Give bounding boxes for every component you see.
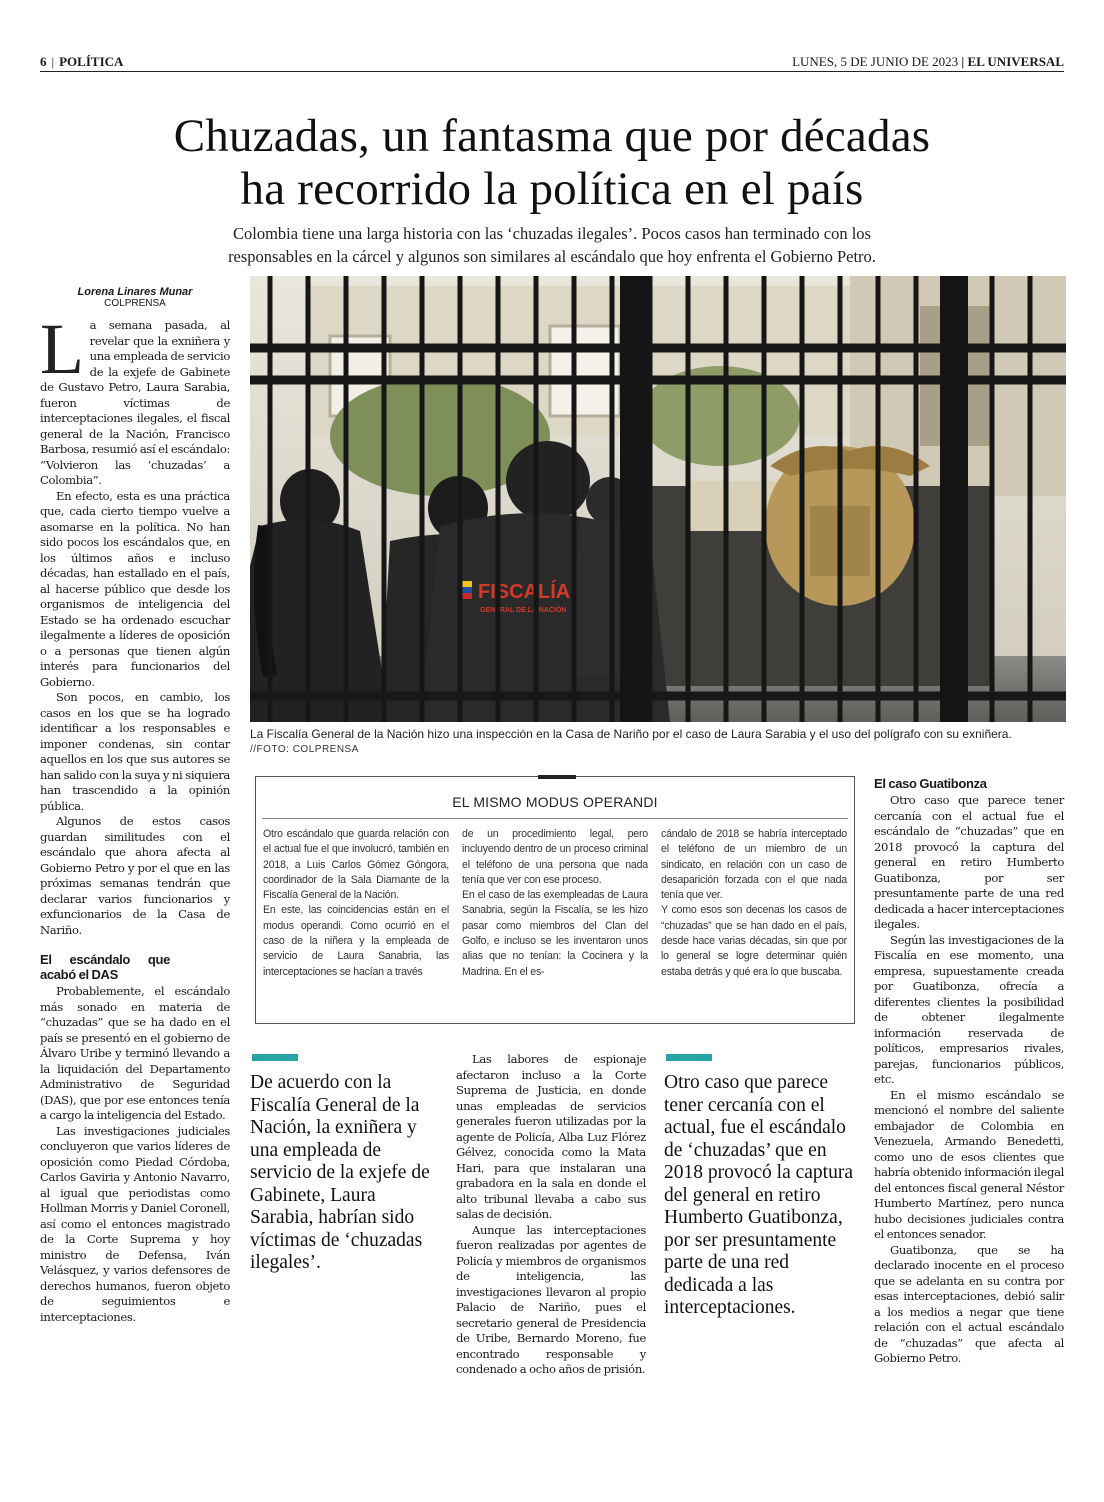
pullquote-accent-bar <box>252 1054 298 1061</box>
deck-line-1: Colombia tiene una larga historia con las ‘chuzadas ilegales’. Pocos casos han terminado con los <box>233 224 871 243</box>
byline-author: Lorena Linares Munar <box>77 286 193 298</box>
deck-line-2: responsables en la cárcel y algunos son similares al escándalo que hoy enfrenta el Gobierno Petro. <box>228 247 876 266</box>
pullquote-2: Otro caso que parece tener cercanía con el actual, fue el escándalo de ‘chuzadas’ que en 2018 provocó la captura del general en retiro Humberto Guatibonza, por ser presuntamente parte de una red dedicada a las interceptaciones. <box>664 1072 853 1318</box>
article-column-3 <box>456 1052 646 1378</box>
jacket-logo-subtext: GENERAL DE LA NACIÓN <box>480 607 567 614</box>
box-paragraph: En el caso de las exempleadas de Laura Sanabria, según la Fiscalía, se les hizo pasar como miembros del Clan del Golfo, e incluso se les inventaron unos alias que no tenían: la Cocinera y la Madrina. En el es- <box>462 889 648 978</box>
article-paragraph: En efecto, esta es una práctica que, cada cierto tiempo vuelve a asomarse en la política. No han sido pocos los escándalos que, en los últimos años e incluso décadas, han estallado en el país, al hacerse público que desde los organismos de inteligencia del Estado se ha ordenado escuchar ilegalmente a líderes de oposición o a personas que tienen algún interés para funcionarios del Gobierno. <box>40 488 230 689</box>
news-photo <box>250 276 1066 722</box>
sidebar-box <box>255 776 855 1024</box>
article-paragraph: En el mismo escándalo se mencionó el nombre del saliente embajador de Colombia en Venezuela, Armando Benedetti, como uno de esos clientes que habría obtenido información ilegal del entonces fiscal general Néstor Humberto Martínez, pero nunca hubo decisiones judiciales contra el entonces senador. <box>874 1087 1064 1241</box>
headline-line-1: Chuzadas, un fantasma que por décadas <box>173 110 931 162</box>
box-column-3 <box>661 827 847 980</box>
pullquote-1: De acuerdo con la Fiscalía General de la Nación, la exniñera y una empleada de servicio de la exjefe de Gabinete, Laura Sarabia, habrían sido víctimas de ‘chuzadas ilegales’. <box>250 1072 430 1273</box>
photo-credit: //FOTO: COLPRENSA <box>250 744 359 755</box>
pullquote-accent-bar <box>666 1054 712 1061</box>
photo-caption: La Fiscalía General de la Nación hizo una inspección en la Casa de Nariño por el caso de Laura Sarabia y el uso del polígrafo con su exniñera. <box>250 727 1012 741</box>
section-name: POLÍTICA <box>59 54 124 69</box>
article-paragraph: Las labores de espionaje afectaron incluso a la Corte Suprema de Justicia, en donde unas empleadas de servicios generales fueron utilizadas por la agente de Policía, Alba Luz Flórez Gélvez, conocida como la Mata Hari, para que instalaran una grabadora en la sala en donde el alto tribunal llevaba a cabo sus salas de decisión. <box>456 1052 646 1221</box>
article-paragraph: Según las investigaciones de la Fiscalía en ese momento, una empresa, supuestamente creada por Guatibonza, ofrecía a diferentes clientes la posibilidad de obtener ilegalmente información reservada de políticos, empresarios rivales, parejas, funcionarios públicos, etc. <box>874 932 1064 1086</box>
byline-agency: COLPRENSA <box>104 298 166 309</box>
article-paragraph: Las investigaciones judiciales concluyeron que varios líderes de oposición como Piedad Córdoba, Carlos Gaviria y Antonio Navarro, al igual que periodistas como Hollman Morris y Daniel Coronell, así como el entonces magistrado de la Corte Suprema y hoy ministro de Defensa, Iván Velásquez, y varios defensores de derechos humanos, fueron objeto de seguimientos e interceptaciones. <box>40 1123 230 1324</box>
folio-bar <box>40 52 1064 72</box>
box-title: EL MISMO MODUS OPERANDI <box>452 794 658 810</box>
article-column-5 <box>874 776 1064 1367</box>
paragraph-text: a semana pasada, al revelar que la exniñera y una empleada de servicio de la exjefe de Gabinete de Gustavo Petro, Laura Sarabia, fueron víctimas de interceptaciones ilegales, el fiscal general de la Nación, Francisco Barbosa, resumió así el escándalo: “Volvieron las ‘chuzadas’ a Colombia”. <box>40 318 231 487</box>
deck <box>110 222 994 268</box>
headline-line-2: ha recorrido la política en el país <box>240 163 864 215</box>
box-title-rule <box>262 818 848 819</box>
box-column-1 <box>263 827 449 980</box>
subhead-guatibonza: El caso Guatibonza <box>874 776 987 791</box>
box-tab-marker <box>538 775 576 779</box>
folio-left: 6 | POLÍTICA <box>40 54 124 69</box>
article-paragraph: Guatibonza, que se ha declarado inocente en el proceso que se adelanta en su contra por esas interceptaciones, debió salir a los medios a negar que tiene relación con el actual escándalo de “chuzadas” que afecta al Gobierno Petro. <box>874 1242 1064 1365</box>
box-paragraph: En este, las coincidencias están en el modus operandi. Como ocurrió en el caso de la niñera y la empleada de servicio de Laura Sanabria, las interceptaciones se hacían a través <box>263 904 449 978</box>
box-paragraph: Otro escándalo que guarda relación con el actual fue el que involucró, también en 2018, a Luis Carlos Gómez Góngora, coordinador de la Sala Diamante de la Fiscalía General de la Nación. <box>263 828 449 902</box>
drop-cap: L <box>40 309 84 389</box>
box-paragraph: Y como esos son decenas los casos de “chuzadas” que se han dado en el país, desde hace varias décadas, sin que por lo general se logre determinar quién estaba detrás y qué era lo que buscaba. <box>661 904 847 978</box>
article-paragraph: Aunque las interceptaciones fueron realizadas por agentes de Policía y miembros de organismos de inteligencia, las investigaciones llevaron al propio Palacio de Nariño, pues el secretario general de Presidencia de Uribe, Bernardo Moreno, fue encontrado responsable y condenado a ocho años de prisión. <box>456 1222 646 1376</box>
headline <box>40 110 1064 216</box>
jacket-logo-text: FISCALÍA <box>478 581 571 603</box>
box-paragraph: de un procedimiento legal, pero incluyendo dentro de un proceso criminal el teléfono de una persona que nada tenía que ver con ese proceso. <box>462 828 648 886</box>
article-paragraph <box>40 309 231 489</box>
subhead-das: El escándalo que acabó el DAS <box>40 952 170 982</box>
article-paragraph: Probablemente, el escándalo más sonado en materia de “chuzadas” que se ha dado en el país se presentó en el gobierno de Álvaro Uribe y terminó llevando a la liquidación del Departamento Administrativo de Seguridad (DAS), que por ese entonces tenía a cargo la inteligencia del Estado. <box>40 984 230 1122</box>
byline <box>40 286 230 310</box>
article-paragraph: Son pocos, en cambio, los casos en los que se ha logrado identificar a los responsables e imponer condenas, sin contar aquellos en los que sus autores se han salido con la suya y ni siquiera han trascendido a la opinión pública. <box>40 690 230 813</box>
article-paragraph: Otro caso que parece tener cercanía con el actual fue el escándalo de “chuzadas” que en 2018 provocó la captura del general en retiro Humberto Guatibonza, por ser presuntamente parte de una red dedicada a hacer interceptaciones ilegales. <box>874 793 1064 931</box>
issue-date: LUNES, 5 DE JUNIO DE 2023 <box>792 54 959 69</box>
page-number: 6 <box>40 54 47 69</box>
folio-right: LUNES, 5 DE JUNIO DE 2023 | EL UNIVERSAL <box>792 54 1064 69</box>
article-paragraph: Algunos de estos casos guardan similitudes con el escándalo que ahora afecta al Gobierno Petro y por el que en las próximas semanas tendrán que declarar varios funcionarios y exfuncionarios de la Casa de Nariño. <box>40 814 230 937</box>
newspaper-name: EL UNIVERSAL <box>967 54 1064 69</box>
photo-illustration <box>250 276 1066 722</box>
box-column-2 <box>462 827 648 980</box>
box-paragraph: cándalo de 2018 se habría interceptado el teléfono de un miembro de un sindicato, en relación con un caso de desaparición forzada con el que nada tenía que ver. <box>661 828 847 902</box>
article-column-1 <box>40 309 231 1325</box>
